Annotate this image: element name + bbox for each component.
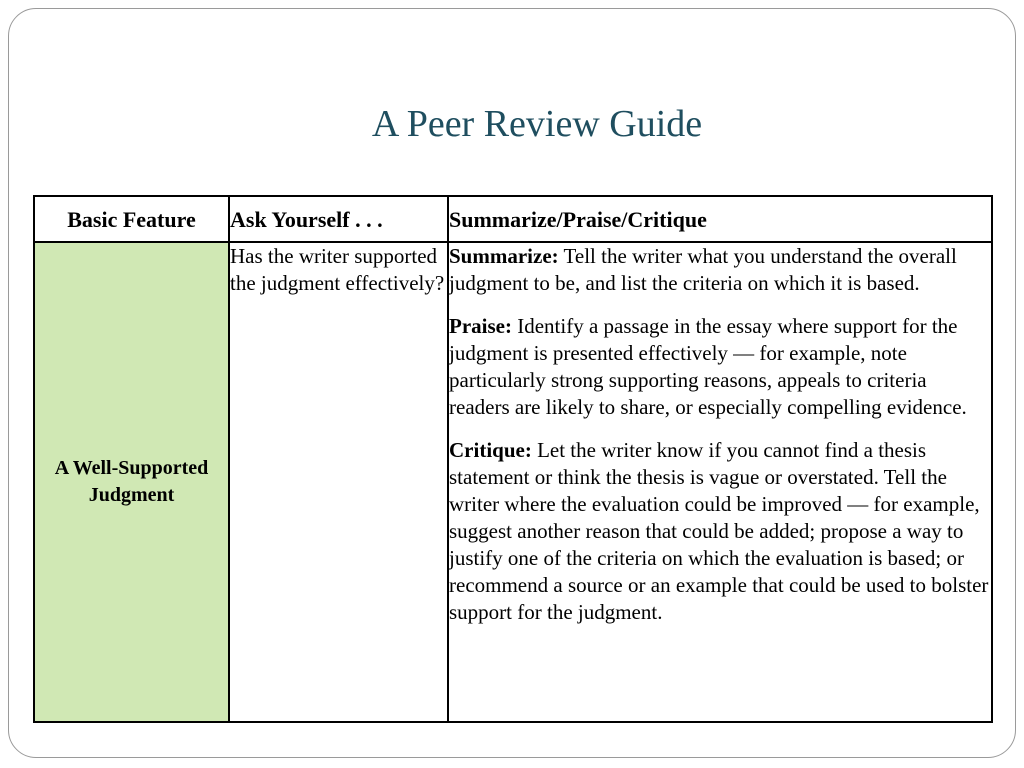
feature-cell: A Well-Supported Judgment <box>34 242 229 722</box>
header-summarize-praise-critique: Summarize/Praise/Critique <box>448 196 992 242</box>
summary-cell <box>448 242 992 722</box>
header-basic-feature: Basic Feature <box>34 196 229 242</box>
peer-review-table <box>33 195 993 723</box>
table-header-row <box>34 196 992 242</box>
praise-paragraph <box>449 313 991 421</box>
ask-cell: Has the writer supported the judgment effectively? <box>229 242 448 722</box>
praise-lead: Praise: <box>449 314 512 338</box>
table-row <box>34 242 992 722</box>
header-ask-yourself: Ask Yourself . . . <box>229 196 448 242</box>
praise-text: Identify a passage in the essay where support for the judgment is presented effectively — for example, note particularly strong supporting reasons, appeals to criteria readers are likely to share, or especially compelling evidence. <box>449 314 967 419</box>
critique-text: Let the writer know if you cannot find a thesis statement or think the thesis is vague or overstated. Tell the writer where the evaluation could be improved — for example, suggest another reason that could be added; propose a way to justify one of the criteria on which the evaluation is based; or recommend a source or an example that could be used to bolster support for the judgment. <box>449 438 989 624</box>
slide-title: A Peer Review Guide <box>371 103 703 145</box>
summarize-text: Tell the writer what you understand the overall judgment to be, and list the criteria on which it is based. <box>449 244 957 295</box>
critique-paragraph <box>449 437 991 626</box>
summarize-paragraph <box>449 243 991 297</box>
critique-lead: Critique: <box>449 438 532 462</box>
summarize-lead: Summarize: <box>449 244 559 268</box>
